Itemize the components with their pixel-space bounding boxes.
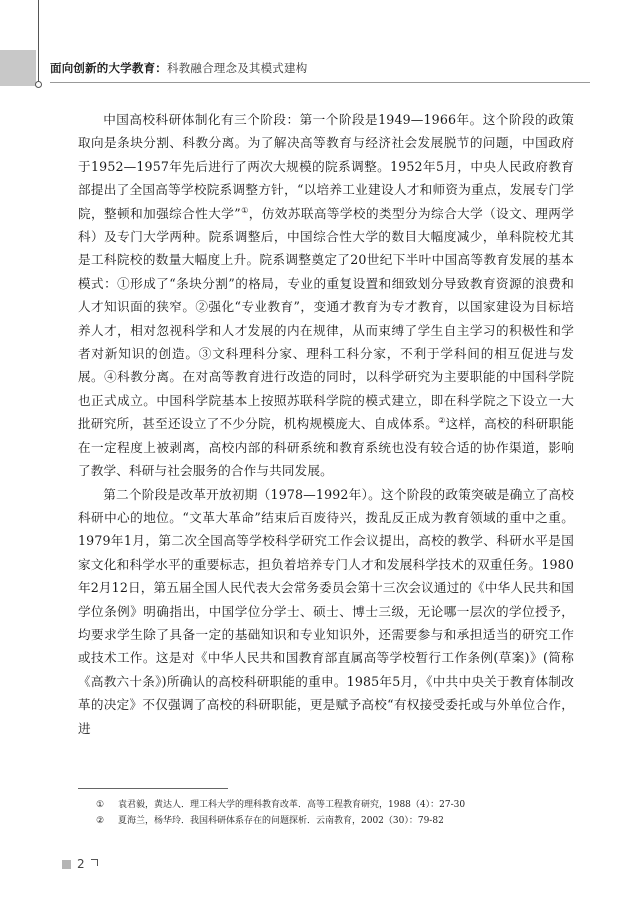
footnote-2: ② 夏海兰，杨华玲．我国科研体系存在的问题探析．云南教育，2002（30）：79-82 [96, 816, 444, 826]
header-title-sub: 科教融合理念及其模式建构 [167, 61, 308, 75]
page-footer [62, 857, 98, 871]
header-title-bold: 面向创新的大学教育： [50, 61, 167, 75]
footnote-ref-2: ② [438, 416, 446, 426]
footnote-rule [78, 788, 228, 789]
footer-square-icon [62, 860, 71, 869]
paragraph-2: 第二个阶段是改革开放初期（1978—1992年）。这个阶段的政策突破是确立了高校科研中心的地位。“文革大革命”结束后百废待兴，拨乱反正成为教育领域的重中之重。1979年1月，第二次全国高等学校科学研究工作会议提出，高校的教学、科研水平是国家文化和科学水平的重要标志，担负着培养专门人才和发展科学技术的双重任务。1980年2月12日，第五届全国人民代表大会常务委员会第十三次会议通过的《中华人民共和国学位条例》明确指出，中国学位分学士、硕士、博士三级，无论哪一层次的学位授予，均要求学生除了具备一定的基础知识和专业知识外，还需要参与和承担适当的研究工作或技术工作。这是对《中华人民共和国教育部直属高等学校暂行工作条例(草案)》(简称《高教六十条》)所确认的高校科研职能的重申。1985年5月，《中共中央关于教育体制改革的决定》不仅强调了高校的科研职能，更是赋予高校“有权接受委托或与外单位合作，进 [78, 486, 575, 736]
footer-bracket-icon [91, 859, 98, 866]
footnotes [96, 797, 576, 829]
header-rule [50, 82, 590, 83]
page-number: 2 [77, 857, 85, 871]
footnote-1: ① 袁君毅，黄达人．理工科大学的理科教育改革．高等工程教育研究，1988（4）：27-30 [96, 800, 466, 810]
running-header [50, 60, 307, 76]
header-vertical-rule [38, 0, 39, 82]
header-rule-dot [35, 81, 42, 88]
footnote-ref-1: ① [240, 205, 249, 215]
body-text [78, 108, 574, 740]
paragraph-1: 中国高校科研体制化有三个阶段：第一个阶段是1949—1966年。这个阶段的政策取向是条块分割、科教分离。为了解决高等教育与经济社会发展脱节的问题，中国政府于1952—1957年先后进行了两次大规模的院系调整。1952年5月，中央人民政府教育部提出了全国高等学校院系调整方针，“以培养工业建设人才和师资为重点，发展专门学院，整顿和加强综合性大学”①，仿效苏联高等学校的类型分为综合大学（设文、理两学科）及专门大学两种。院系调整后，中国综合性大学的数目大幅度减少，单科院校尤其是工科院校的数量大幅度上升。院系调整奠定了20世纪下半叶中国高等教育发展的基本模式：①形成了“条块分割”的格局，专业的重复设置和细致划分导致教育资源的浪费和人才知识面的狭窄。②强化“专业教育”，变通才教育为专才教育，以国家建设为目标培养人才，相对忽视科学和人才发展的内在规律，从而束缚了学生自主学习的积极性和学者对新知识的创造。③文科理科分家、理科工科分家，不利于学科间的相互促进与发展。④科教分离。在对高等教育进行改造的同时，以科学研究为主要职能的中国科学院也正式成立。中国科学院基本上按照苏联科学院的模式建立，即在科学院之下设立一大批研究所，甚至还设立了不少分院，机构规模庞大、自成体系。②这样，高校的科研职能在一定程度上被剥离，高校内部的科研系统和教育系统也没有较合适的协作渠道，影响了教学、科研与社会服务的合作与共同发展。 [78, 112, 575, 479]
corner-tab-decoration [0, 50, 36, 86]
